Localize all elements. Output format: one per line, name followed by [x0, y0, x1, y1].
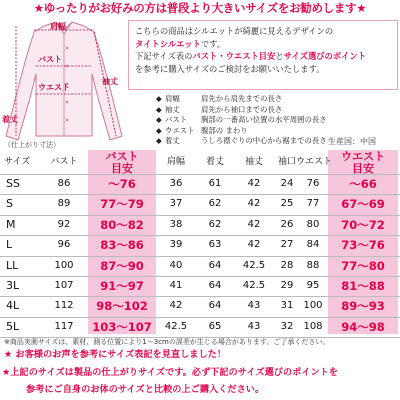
cell-waist: 76	[306, 178, 320, 189]
cell-cuff: 29	[280, 280, 294, 291]
cell-cuff: 28	[280, 259, 294, 271]
legend-bullet: ◆	[156, 94, 162, 103]
recommendation-banner: ★ゆったりがお好みの方は普段より大きいサイズをお勧めします★	[33, 1, 367, 15]
cell-size: L	[6, 238, 13, 252]
cell-sleeve: 42.5	[242, 259, 266, 271]
legend-desc: 腹部の まわり	[201, 125, 248, 135]
cell-bust-guide: 77〜79	[100, 197, 144, 212]
bust-label: バスト	[38, 55, 62, 64]
description-highlight: バスト・ウエスト目安	[192, 51, 276, 62]
description-line	[135, 25, 391, 38]
description-highlight: タイトシルエット	[135, 38, 201, 49]
cell-sleeve: 43	[247, 320, 261, 332]
cell-bust-guide: 87〜90	[100, 258, 144, 273]
legend-name: 肩幅	[165, 94, 180, 103]
revision-note: ★ お客様のお声を参考にサイズ表記を見直しました！	[4, 349, 227, 360]
description-box	[128, 20, 398, 90]
cell-waist-guide: 〜66	[349, 177, 377, 191]
cell-shoulder: 42	[169, 300, 183, 312]
cell-bust: 100	[54, 259, 74, 271]
header-size: サイズ	[4, 157, 31, 167]
cell-size: LL	[6, 258, 19, 272]
cell-bust-guide: 98〜102	[96, 299, 148, 314]
header-waist-guide-line2: 目安	[352, 162, 374, 175]
header-bust-guide-line1: バスト	[105, 150, 139, 163]
size-table	[0, 150, 400, 338]
cell-cuff: 32	[280, 320, 294, 332]
cell-cuff: 31	[280, 300, 294, 312]
cell-length: 64	[208, 280, 222, 291]
description-text: こちらの商品はシルエットが綺麗に見えるデザインの	[135, 26, 334, 36]
cell-bust-guide: 〜76	[108, 177, 136, 191]
legend-desc: 肩先から肩先までの長さ	[201, 94, 283, 103]
header-length: 着丈	[205, 157, 224, 167]
cell-waist: 88	[306, 259, 320, 271]
cell-size: 5L	[6, 319, 20, 333]
legend-desc: 胸部の一番高い位置の水平周囲の長さ	[201, 115, 327, 125]
cell-size: M	[6, 217, 16, 231]
cell-waist: 84	[306, 239, 320, 251]
table-row	[0, 215, 400, 235]
size-advice	[0, 364, 400, 398]
cell-size: 4L	[6, 299, 20, 313]
legend-name: ウエスト	[165, 125, 195, 135]
cell-length: 63	[208, 239, 222, 251]
unit-note: （仕上がり寸法）	[4, 141, 60, 149]
measurement-footnote: ※商品実測サイズは、素材、測る位置により1〜3cmの誤差が生じる場合があります。ご了承ください。	[4, 338, 330, 346]
header-waist-guide	[328, 150, 398, 174]
cell-waist-guide: 70〜72	[341, 217, 385, 232]
cell-sleeve: 42	[247, 178, 261, 189]
cell-shoulder: 41	[169, 280, 183, 291]
header-bust: バスト	[50, 157, 78, 167]
table-row	[0, 194, 400, 214]
description-text: 下記サイズ表の	[135, 51, 193, 62]
cell-sleeve: 42	[247, 218, 261, 230]
cell-waist: 95	[306, 280, 320, 291]
description-line	[135, 50, 391, 63]
cell-shoulder: 42.5	[164, 320, 188, 332]
cell-length: 64	[208, 300, 222, 312]
size-advice-line-2: 参考にご自身のお体のサイズと比較の上ご購入ください。	[26, 384, 265, 395]
origin-country: 生産国：中国	[328, 137, 376, 146]
waist-label: ウエスト	[38, 83, 70, 92]
legend-bullet: ◆	[156, 136, 162, 146]
legend-bullet: ◆	[156, 115, 162, 125]
cell-length: 62	[208, 198, 222, 210]
table-row	[0, 317, 400, 337]
legend-bullet: ◆	[156, 125, 162, 135]
header-cuff: 袖口	[277, 157, 296, 167]
legend-item	[156, 105, 396, 116]
description-highlight: サイズ選びのポイント	[283, 51, 367, 62]
table-row	[0, 235, 400, 255]
legend-item	[156, 126, 396, 137]
cell-bust: 112	[54, 300, 74, 312]
cell-shoulder: 39	[169, 239, 183, 251]
cell-shoulder: 36	[169, 178, 183, 189]
size-advice-line-1: ★上記のサイズは製品の仕上がりサイズです。必ず下記のサイズ選びのポイントを	[2, 367, 339, 378]
cell-length: 62	[208, 218, 222, 230]
table-row	[0, 174, 400, 194]
cell-waist-guide: 73〜76	[341, 238, 385, 253]
cell-waist-guide: 67〜69	[341, 197, 385, 212]
cell-cuff: 25	[280, 198, 294, 210]
legend-desc: 肩先から袖口までの長さ	[201, 104, 283, 114]
cell-cuff: 24	[280, 178, 294, 189]
header-waist: ウエスト	[296, 157, 333, 167]
description-line	[135, 38, 391, 51]
cell-bust: 117	[54, 320, 74, 332]
legend-name: 着丈	[165, 136, 180, 146]
cell-bust: 89	[57, 198, 71, 210]
description-text: を参考に購入サイズのご検討をお願いいたします。	[135, 63, 325, 74]
cell-bust: 96	[57, 239, 71, 251]
cell-size: 3L	[6, 279, 20, 292]
header-waist-guide-line1: ウエスト	[341, 150, 385, 163]
legend-name: バスト	[165, 115, 188, 125]
cell-shoulder: 38	[169, 218, 183, 230]
shoulder-label: 肩幅	[50, 22, 66, 31]
cell-waist: 77	[306, 198, 320, 210]
cell-waist-guide: 81〜88	[341, 279, 385, 293]
cell-length: 61	[208, 178, 222, 189]
cell-sleeve: 42.5	[242, 280, 266, 291]
table-row	[0, 296, 400, 316]
header-sleeve: 袖丈	[244, 157, 263, 167]
cell-bust-guide: 91〜97	[100, 279, 144, 293]
cell-shoulder: 40	[169, 259, 183, 271]
cell-cuff: 27	[280, 239, 294, 251]
description-line	[135, 63, 391, 76]
table-header	[0, 150, 400, 174]
cell-sleeve: 42	[247, 198, 261, 210]
legend-item	[156, 94, 396, 105]
length-label: 着丈	[2, 115, 18, 124]
cell-waist: 108	[303, 320, 323, 332]
cell-waist-guide: 77〜80	[341, 258, 385, 273]
cell-shoulder: 37	[169, 198, 183, 210]
cell-sleeve: 43	[247, 300, 261, 312]
cell-bust-guide: 83〜86	[100, 238, 144, 253]
cell-length: 64	[208, 259, 222, 271]
cell-size: S	[6, 197, 13, 211]
header-bust-guide	[88, 150, 156, 174]
shirt-diagram	[2, 18, 126, 144]
cell-waist: 100	[303, 300, 323, 312]
cell-bust: 86	[57, 178, 71, 189]
cell-cuff: 26	[280, 218, 294, 230]
cell-bust: 92	[57, 218, 71, 230]
table-row	[0, 256, 400, 276]
sleeve-label: 袖丈	[102, 77, 118, 86]
legend-desc: うしろ襟ぐりの中心から裾までの長さ	[201, 136, 327, 146]
table-row	[0, 276, 400, 296]
header-shoulder: 肩幅	[166, 157, 185, 167]
cell-size: SS	[6, 177, 20, 190]
description-text: と	[275, 51, 284, 62]
cell-sleeve: 42	[247, 239, 261, 251]
description-text: です。	[200, 38, 226, 49]
cell-bust: 107	[54, 280, 74, 291]
cell-waist-guide: 94〜98	[341, 319, 385, 334]
cell-waist-guide: 89〜93	[341, 299, 385, 314]
cell-bust-guide: 80〜82	[100, 217, 144, 232]
legend-name: 袖丈	[165, 104, 180, 114]
header-bust-guide-line2: 目安	[111, 162, 133, 175]
legend-bullet: ◆	[156, 104, 162, 114]
cell-waist: 80	[306, 218, 320, 230]
cell-bust-guide: 103〜107	[92, 319, 152, 334]
legend-item	[156, 115, 396, 126]
cell-length: 65	[208, 320, 222, 332]
